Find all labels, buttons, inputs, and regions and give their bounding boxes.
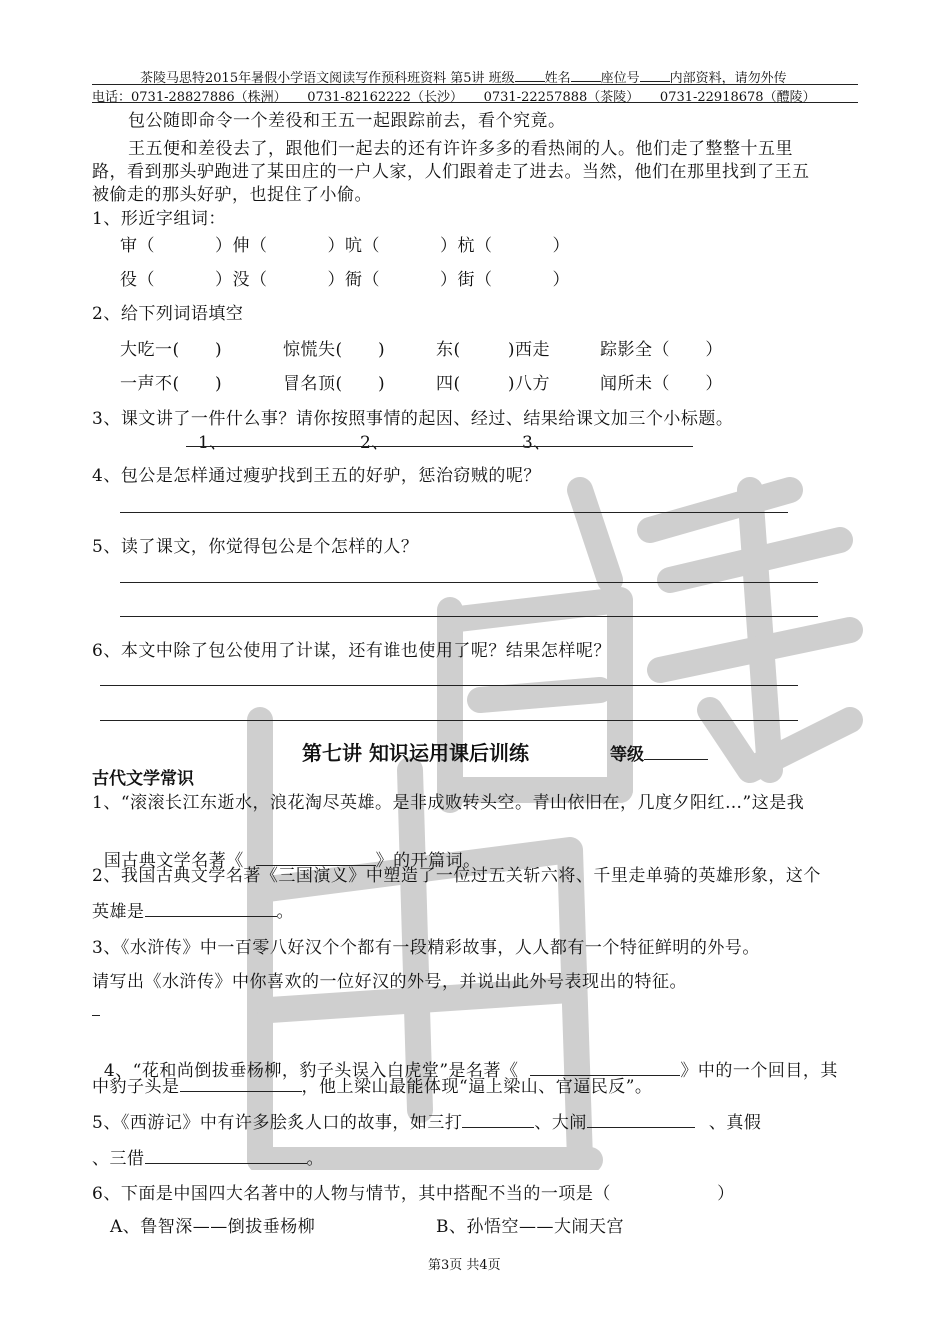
k1-line-1: 1、“滚滚长江东逝水，浪花淘尽英雄。是非成败转头空。青山依旧在，几度夕阳红…”这是我 xyxy=(92,793,805,813)
q3-item-2: 2、 xyxy=(360,433,389,453)
k4-text: ，他上梁山最能体现“逼上梁山、官逼民反”。 xyxy=(301,1077,653,1097)
q1-word: ）伸（ xyxy=(215,236,268,256)
k1-text: 》的开篇词。 xyxy=(375,851,481,871)
k5-text: 、真假 xyxy=(708,1113,762,1133)
q3-answer-line xyxy=(186,446,693,447)
k5-line-2 xyxy=(92,1144,324,1169)
q2-idiom: 闻所未（ ） xyxy=(600,374,723,394)
q1-word: ）没（ xyxy=(215,270,268,290)
story-paragraph-2-line-1: 王五便和差役去了，跟他们一起去的还有许许多多的看热闹的人。他们走了整整十五里 xyxy=(128,139,793,159)
k5-text: 。 xyxy=(306,1149,324,1169)
header-seat-label: 座位号 xyxy=(600,71,640,86)
k5-blank-2[interactable] xyxy=(587,1111,695,1128)
k2-text: 。 xyxy=(276,902,294,922)
q6-answer-line-2 xyxy=(100,720,798,721)
q2-idiom: 四( )八方 xyxy=(436,374,550,394)
q1-word: ）吭（ xyxy=(327,236,380,256)
k5-text: 、大闹 xyxy=(534,1113,587,1133)
q1-word: ）街（ xyxy=(440,270,493,290)
q4-title: 4、包公是怎样通过瘦驴找到王五的好驴，惩治窃贼的呢？ xyxy=(92,466,541,486)
q1-row-1 xyxy=(120,231,570,256)
header-internal-note: 内部资料，请勿外传 xyxy=(669,71,787,86)
q5-answer-line-1 xyxy=(120,582,818,583)
q2-title: 2、给下列词语填空 xyxy=(92,304,244,324)
header-rule xyxy=(92,84,858,85)
k3-answer-stub xyxy=(92,1015,100,1016)
grade-label: 等级 xyxy=(610,745,644,765)
k3-line-1: 3、《水浒传》中一百零八好汉个个都有一段精彩故事，人人都有一个特征鲜明的外号。 xyxy=(92,938,760,958)
header-name-label: 姓名 xyxy=(544,71,571,86)
k6-title: 6、下面是中国四大名著中的人物与情节，其中搭配不当的一项是（ ） xyxy=(92,1184,735,1204)
q1-word: ）衙（ xyxy=(327,270,380,290)
k2-line-2 xyxy=(92,897,294,922)
q2-idiom: 惊慌失( ) xyxy=(283,340,386,360)
story-paragraph-1: 包公随即命令一个差役和王五一起跟踪前去，看个究竟。 xyxy=(128,111,566,131)
q2-idiom: 一声不( ) xyxy=(120,374,223,394)
q2-idiom: 大吃一( ) xyxy=(120,340,223,360)
q6-answer-line-1 xyxy=(100,685,798,686)
section-subtitle: 古代文学常识 xyxy=(92,769,194,789)
section-grade xyxy=(610,740,708,765)
k1-text: 国古典文学名著《 xyxy=(103,851,256,871)
q1-row-2 xyxy=(120,265,570,290)
k6-option-a: A、鲁智深——倒拔垂杨柳 xyxy=(110,1217,316,1237)
k4-line-2 xyxy=(92,1072,652,1097)
q3-title: 3、课文讲了一件什么事？请你按照事情的起因、经过、结果给课文加三个小标题。 xyxy=(92,409,734,429)
q2-idiom: 冒名顶( ) xyxy=(283,374,386,394)
k2-answer-blank[interactable] xyxy=(145,900,277,917)
k6-option-b: B、孙悟空——大闹天宫 xyxy=(436,1217,624,1237)
header-course: 茶陵马思特2015年暑假小学语文阅读写作预科班资料 第5讲 班级 xyxy=(140,71,515,86)
q2-idiom: 踪影全（ ） xyxy=(600,340,723,360)
q1-word: ）杭（ xyxy=(440,236,493,256)
q5-answer-line-2 xyxy=(120,616,818,617)
story-paragraph-2-line-2: 路，看到那头驴跑进了某田庄的一户人家，人们跟着走了进去。当然，他们在那里找到了王五 xyxy=(92,162,810,182)
k3-line-2: 请写出《水浒传》中你喜欢的一位好汉的外号，并说出此外号表现出的特征。 xyxy=(92,972,687,992)
section-title: 第七讲 知识运用课后训练 xyxy=(302,741,529,765)
story-paragraph-2-line-3: 被偷走的那头好驴，也捉住了小偷。 xyxy=(92,185,372,205)
q3-item-3: 3、 xyxy=(522,433,551,453)
k5-blank-3[interactable] xyxy=(145,1147,307,1164)
q6-title: 6、本文中除了包公使用了计谋，还有谁也使用了呢？结果怎样呢？ xyxy=(92,641,611,661)
q1-word: 审（ xyxy=(120,236,155,256)
k5-line-1 xyxy=(92,1108,761,1133)
q5-title: 5、读了课文，你觉得包公是个怎样的人？ xyxy=(92,537,419,557)
q1-word: ） xyxy=(552,236,570,256)
header-rule-2 xyxy=(92,102,858,103)
page-number: 第3页 共4页 xyxy=(428,1258,501,1273)
k4-text: 4、“花和尚倒拔垂杨柳，豹子头误入白虎堂”是名著《 xyxy=(103,1061,531,1081)
k5-text: 、三借 xyxy=(92,1149,145,1169)
k5-blank-1[interactable] xyxy=(462,1111,534,1128)
k4-text: 中豹子头是 xyxy=(92,1077,180,1097)
k4-text: 》中的一个回目，其 xyxy=(680,1061,838,1081)
k5-text: 5、《西游记》中有许多脍炙人口的故事，如三打 xyxy=(92,1113,463,1133)
q1-word: ） xyxy=(552,270,570,290)
k4-person-blank[interactable] xyxy=(180,1075,302,1092)
q2-idiom: 东( )西走 xyxy=(436,340,550,360)
q3-item-1: 1、 xyxy=(198,433,227,453)
k2-line-1: 2、我国古典文学名著《三国演义》中塑造了一位过五关斩六将、千里走单骑的英雄形象，这个 xyxy=(92,866,821,886)
header-phones: 电话：0731-28827886（株洲） 0731-82162222（长沙） 0731-22257888（茶陵） 0731-22918678（醴陵） xyxy=(92,90,816,105)
q1-title: 1、形近字组词： xyxy=(92,209,226,229)
q4-answer-line xyxy=(120,512,788,513)
q1-word: 役（ xyxy=(120,270,155,290)
k2-text: 英雄是 xyxy=(92,902,145,922)
